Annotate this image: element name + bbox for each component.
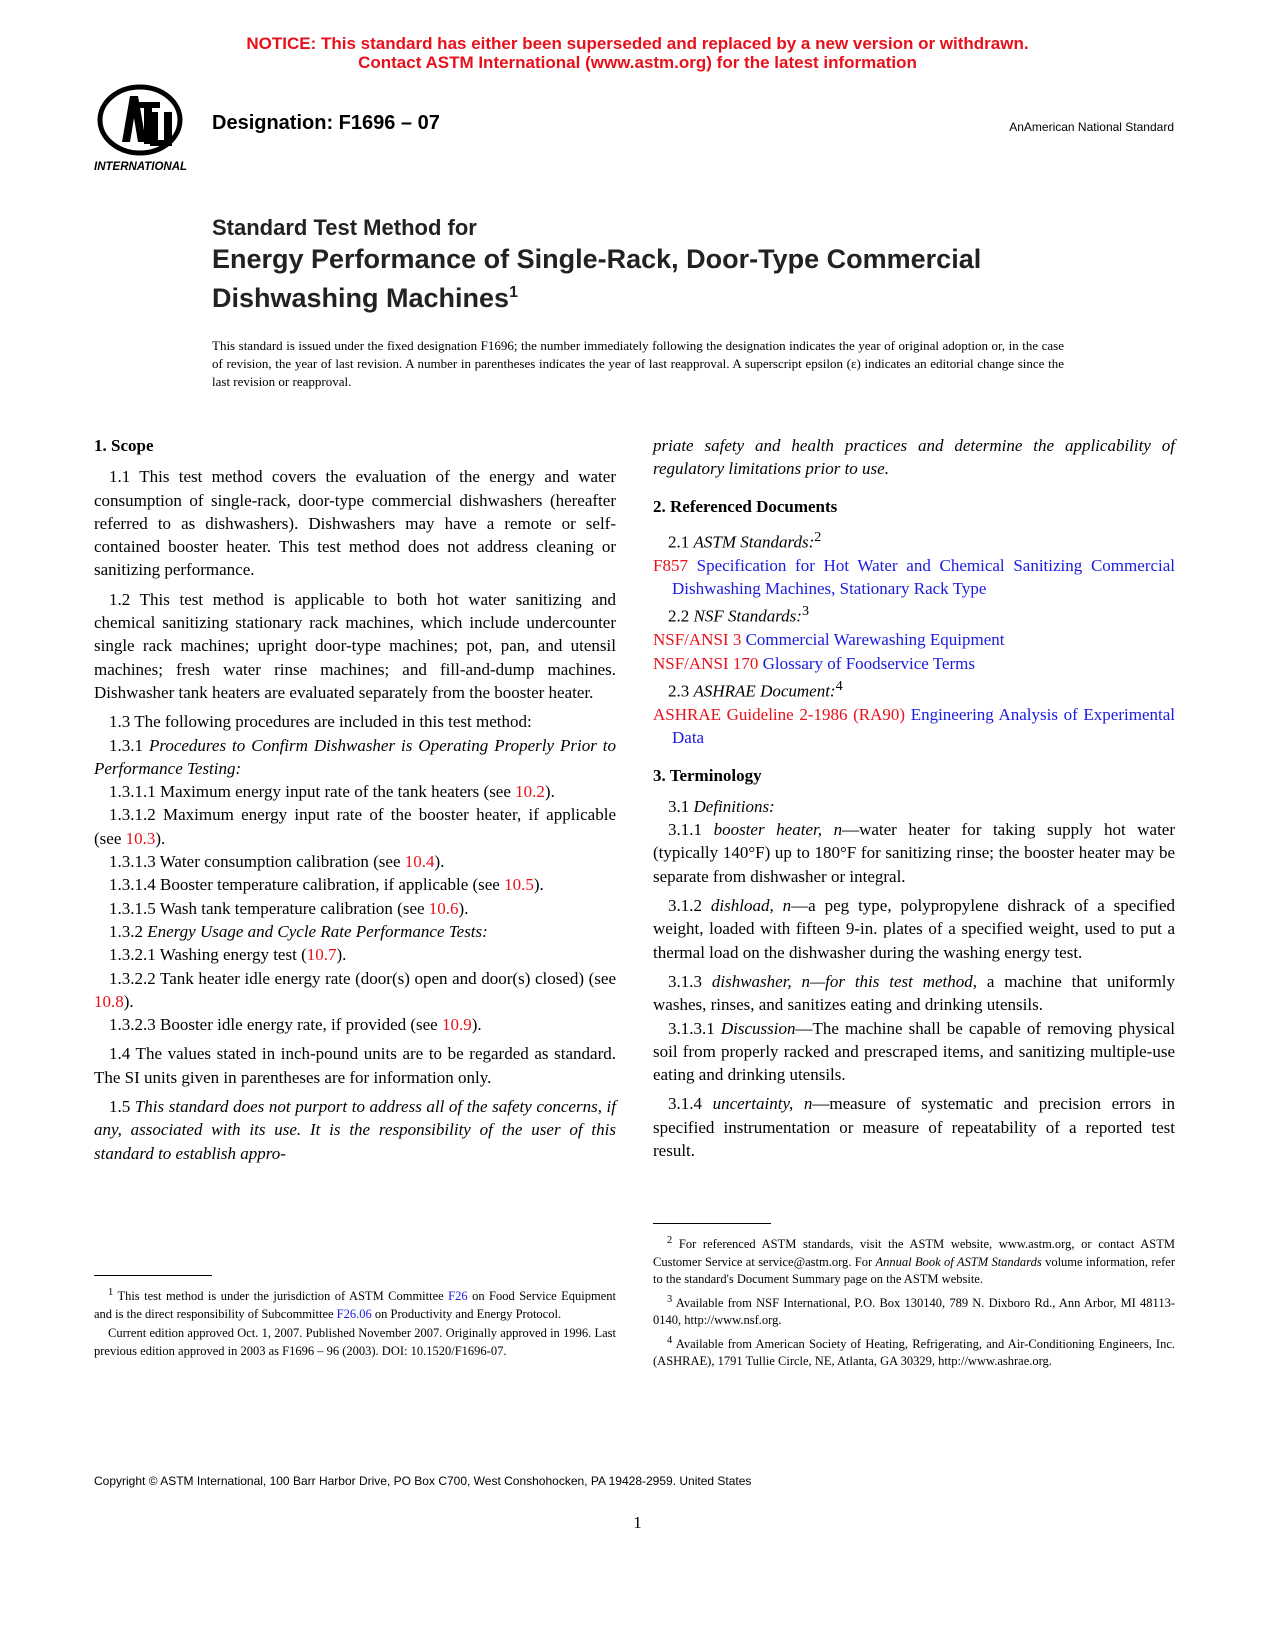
issuance-note: This standard is issued under the fixed designation F1696; the number immediately following the designation indicates the year of original adoption or, in the case of revision, the year of last revision. A number in parentheses indicates the year of last reapproval. A superscript epsilon (ε) indicates an editorial change since the last revision or reapproval. [212, 338, 1064, 389]
document-title [212, 214, 981, 315]
footnotes-right [653, 1223, 1175, 1373]
ref-link[interactable]: 10.3 [125, 828, 156, 848]
footnote-3: $^3$ Available from NSF International, P.O. Box 130140, 789 N. Dixboro Rd., Ann Arbor, MI 48113-0140, http://www.nsf.org. [653, 1293, 1175, 1328]
logo-text: INTERNATIONAL [94, 161, 188, 173]
definition-discussion: 3.1.3.1 Discussion—The machine shall be capable of removing physical soil from properly racked and prescraped items, and sanitizing multiple-use eating and drinking utensils. [653, 1018, 1175, 1085]
definition-booster-heater: 3.1.1 booster heater, n—water heater for taking supply hot water (typically 140°F) up to 180°F for sanitizing rinse; the booster heater may be separate from dishwasher or integral. [653, 820, 1176, 886]
subcommittee-link[interactable]: F26.06 [336, 1306, 372, 1321]
national-standard-label: AnAmerican National Standard [1009, 120, 1174, 134]
right-column [653, 434, 1175, 1168]
ref-link[interactable]: 10.4 [404, 852, 435, 872]
para-1-3-1-4: 1.3.1.4 Booster temperature calibration, if applicable (see 10.5). [109, 875, 544, 895]
notice-line-2: Contact ASTM International (www.astm.org) for the latest information [358, 53, 917, 72]
definition-dishload: 3.1.2 dishload, n—a peg type, polypropylene dishrack of a specified weight, loaded with fifteen 9-in. plates of a specified weight, used to put a thermal load on the dishwasher during the washing energy test. [653, 896, 1176, 962]
subsection-definitions: 3.1 Definitions: [668, 796, 775, 816]
para-1-4: 1.4 The values stated in inch-pound units are to be regarded as standard. The SI units given in parentheses are for information only. [94, 1044, 616, 1087]
copyright-footer: Copyright © ASTM International, 100 Barr Harbor Drive, PO Box C700, West Conshohocken, PA 19428-2959. United States [94, 1474, 752, 1488]
footnote-1: $^1$ This test method is under the jurisdiction of ASTM Committee F26 on Food Service Equipment and is the direct responsibility of Subcommittee F26.06 on Productivity and Energy Protocol. [94, 1287, 616, 1321]
ref-link[interactable]: 10.5 [504, 875, 534, 895]
footnote-rule [94, 1275, 212, 1276]
section-heading-terminology: 3. Terminology [653, 765, 762, 785]
notice-line-1: NOTICE: This standard has either been superseded and replaced by a new version or withdrawn. [246, 34, 1029, 53]
title-line-1: Standard Test Method for [212, 215, 477, 240]
subsection-ashrae-document: 2.3 ASHRAE Document:$^4$ [668, 677, 843, 701]
footnote-2: $^2$ For referenced ASTM standards, visit the ASTM website, www.astm.org, or contact ASTM Customer Service at service@astm.org. For Annual Book of ASTM Standards volume information, refer to the standard's Document Summary page on the ASTM website. [653, 1235, 1176, 1287]
astm-logo [92, 82, 192, 174]
reference-nsf-170[interactable]: NSF/ANSI 170 Glossary of Foodservice Terms [653, 653, 975, 673]
section-heading-scope: 1. Scope [94, 436, 154, 455]
subsection-astm-standards: 2.1 ASTM Standards:$^2$ [668, 528, 822, 552]
footnotes-left [94, 1275, 616, 1362]
para-1-3-1-3: 1.3.1.3 Water consumption calibration (see 10.4). [109, 852, 445, 872]
reference-ashrae[interactable]: ASHRAE Guideline 2-1986 (RA90) Engineering Analysis of Experimental Data [653, 704, 1175, 748]
definition-uncertainty: 3.1.4 uncertainty, n—measure of systematic and precision errors in specified instrumentation or measure of repeatability of a reported test result. [653, 1094, 1175, 1160]
designation: Designation: F1696 – 07 [212, 112, 440, 134]
ref-link[interactable]: 10.8 [94, 991, 124, 1011]
para-1-3-2-3: 1.3.2.3 Booster idle energy rate, if provided (see 10.9). [109, 1015, 482, 1035]
page-number: 1 [633, 1513, 642, 1532]
para-1-3-2: 1.3.2 Energy Usage and Cycle Rate Performance Tests: [109, 921, 488, 941]
title-line-3: Dishwashing Machines$^1$ [212, 283, 518, 313]
ref-link[interactable]: 10.7 [306, 945, 337, 965]
title-footnote-ref: 1 [509, 284, 518, 301]
committee-link[interactable]: F26 [448, 1289, 468, 1304]
footnote-4: $^4$ Available from American Society of Heating, Refrigerating, and Air-Conditioning Engineers, Inc. (ASHRAE), 1791 Tullie Circle, NE, Atlanta, GA 30329, http://www.ashrae.org. [653, 1334, 1175, 1369]
footnote-1-edition: Current edition approved Oct. 1, 2007. Published November 2007. Originally approved in 1996. Last previous edition approved in 2003 as F1696 – 96 (2003). DOI: 10.1520/F1696-07. [94, 1326, 616, 1358]
para-1-3-1-2: 1.3.1.2 Maximum energy input rate of the booster heater, if applicable (see 10.3). [94, 805, 616, 848]
reference-f857[interactable]: F857 Specification for Hot Water and Chemical Sanitizing Commercial Dishwashing Machines, Stationary Rack Type [653, 555, 1175, 599]
definition-dishwasher: 3.1.3 dishwasher, n—for this test method, a machine that uniformly washes, rinses, and sanitizes eating and drinking utensils. [653, 971, 1176, 1015]
subsection-nsf-standards: 2.2 NSF Standards:$^3$ [668, 603, 810, 627]
notice-banner [0, 34, 1275, 72]
footnote-rule [653, 1223, 771, 1224]
para-1-3-2-1: 1.3.2.1 Washing energy test (10.7). [109, 945, 347, 965]
para-1-3-1-5: 1.3.1.5 Wash tank temperature calibration (see 10.6). [109, 898, 469, 918]
left-column [94, 434, 616, 1171]
para-1-3-1-1: 1.3.1.1 Maximum energy input rate of the tank heaters (see 10.2). [109, 782, 555, 802]
para-1-2: 1.2 This test method is applicable to both hot water sanitizing and chemical sanitizing stationary rack machines, which include undercounter single rack machines; upright door-type machines; pot, pan, and utensil machines; fresh water rinse machines; and fill-and-dump machines. Dishwasher tank heaters are evaluated separately from the booster heater. [94, 589, 616, 702]
para-1-3-2-2: 1.3.2.2 Tank heater idle energy rate (door(s) open and door(s) closed) (see 10.8). [94, 968, 616, 1011]
section-heading-referenced-documents: 2. Referenced Documents [653, 496, 838, 516]
para-1-3: 1.3 The following procedures are included in this test method: [109, 712, 532, 732]
reference-nsf-3[interactable]: NSF/ANSI 3 Commercial Warewashing Equipment [653, 630, 1005, 650]
para-1-3-1: 1.3.1 Procedures to Confirm Dishwasher is Operating Properly Prior to Performance Testing: [94, 735, 616, 778]
para-1-5: 1.5 This standard does not purport to address all of the safety concerns, if any, associated with its use. It is the responsibility of the user of this standard to establish appro- [94, 1097, 616, 1163]
para-1-1: 1.1 This test method covers the evaluation of the energy and water consumption of single-rack, door-type commercial dishwashers (hereafter referred to as dishwashers). Dishwashers may have a remote or self-contained booster heater. This test method does not address cleaning or sanitizing performance. [94, 467, 616, 580]
ref-link[interactable]: 10.6 [428, 898, 459, 918]
ref-link[interactable]: 10.2 [515, 782, 545, 802]
para-1-5-continued: priate safety and health practices and determine the applicability of regulatory limitations prior to use. [653, 436, 1175, 479]
title-line-2: Energy Performance of Single-Rack, Door-Type Commercial [212, 244, 982, 274]
ref-link[interactable]: 10.9 [441, 1015, 472, 1035]
